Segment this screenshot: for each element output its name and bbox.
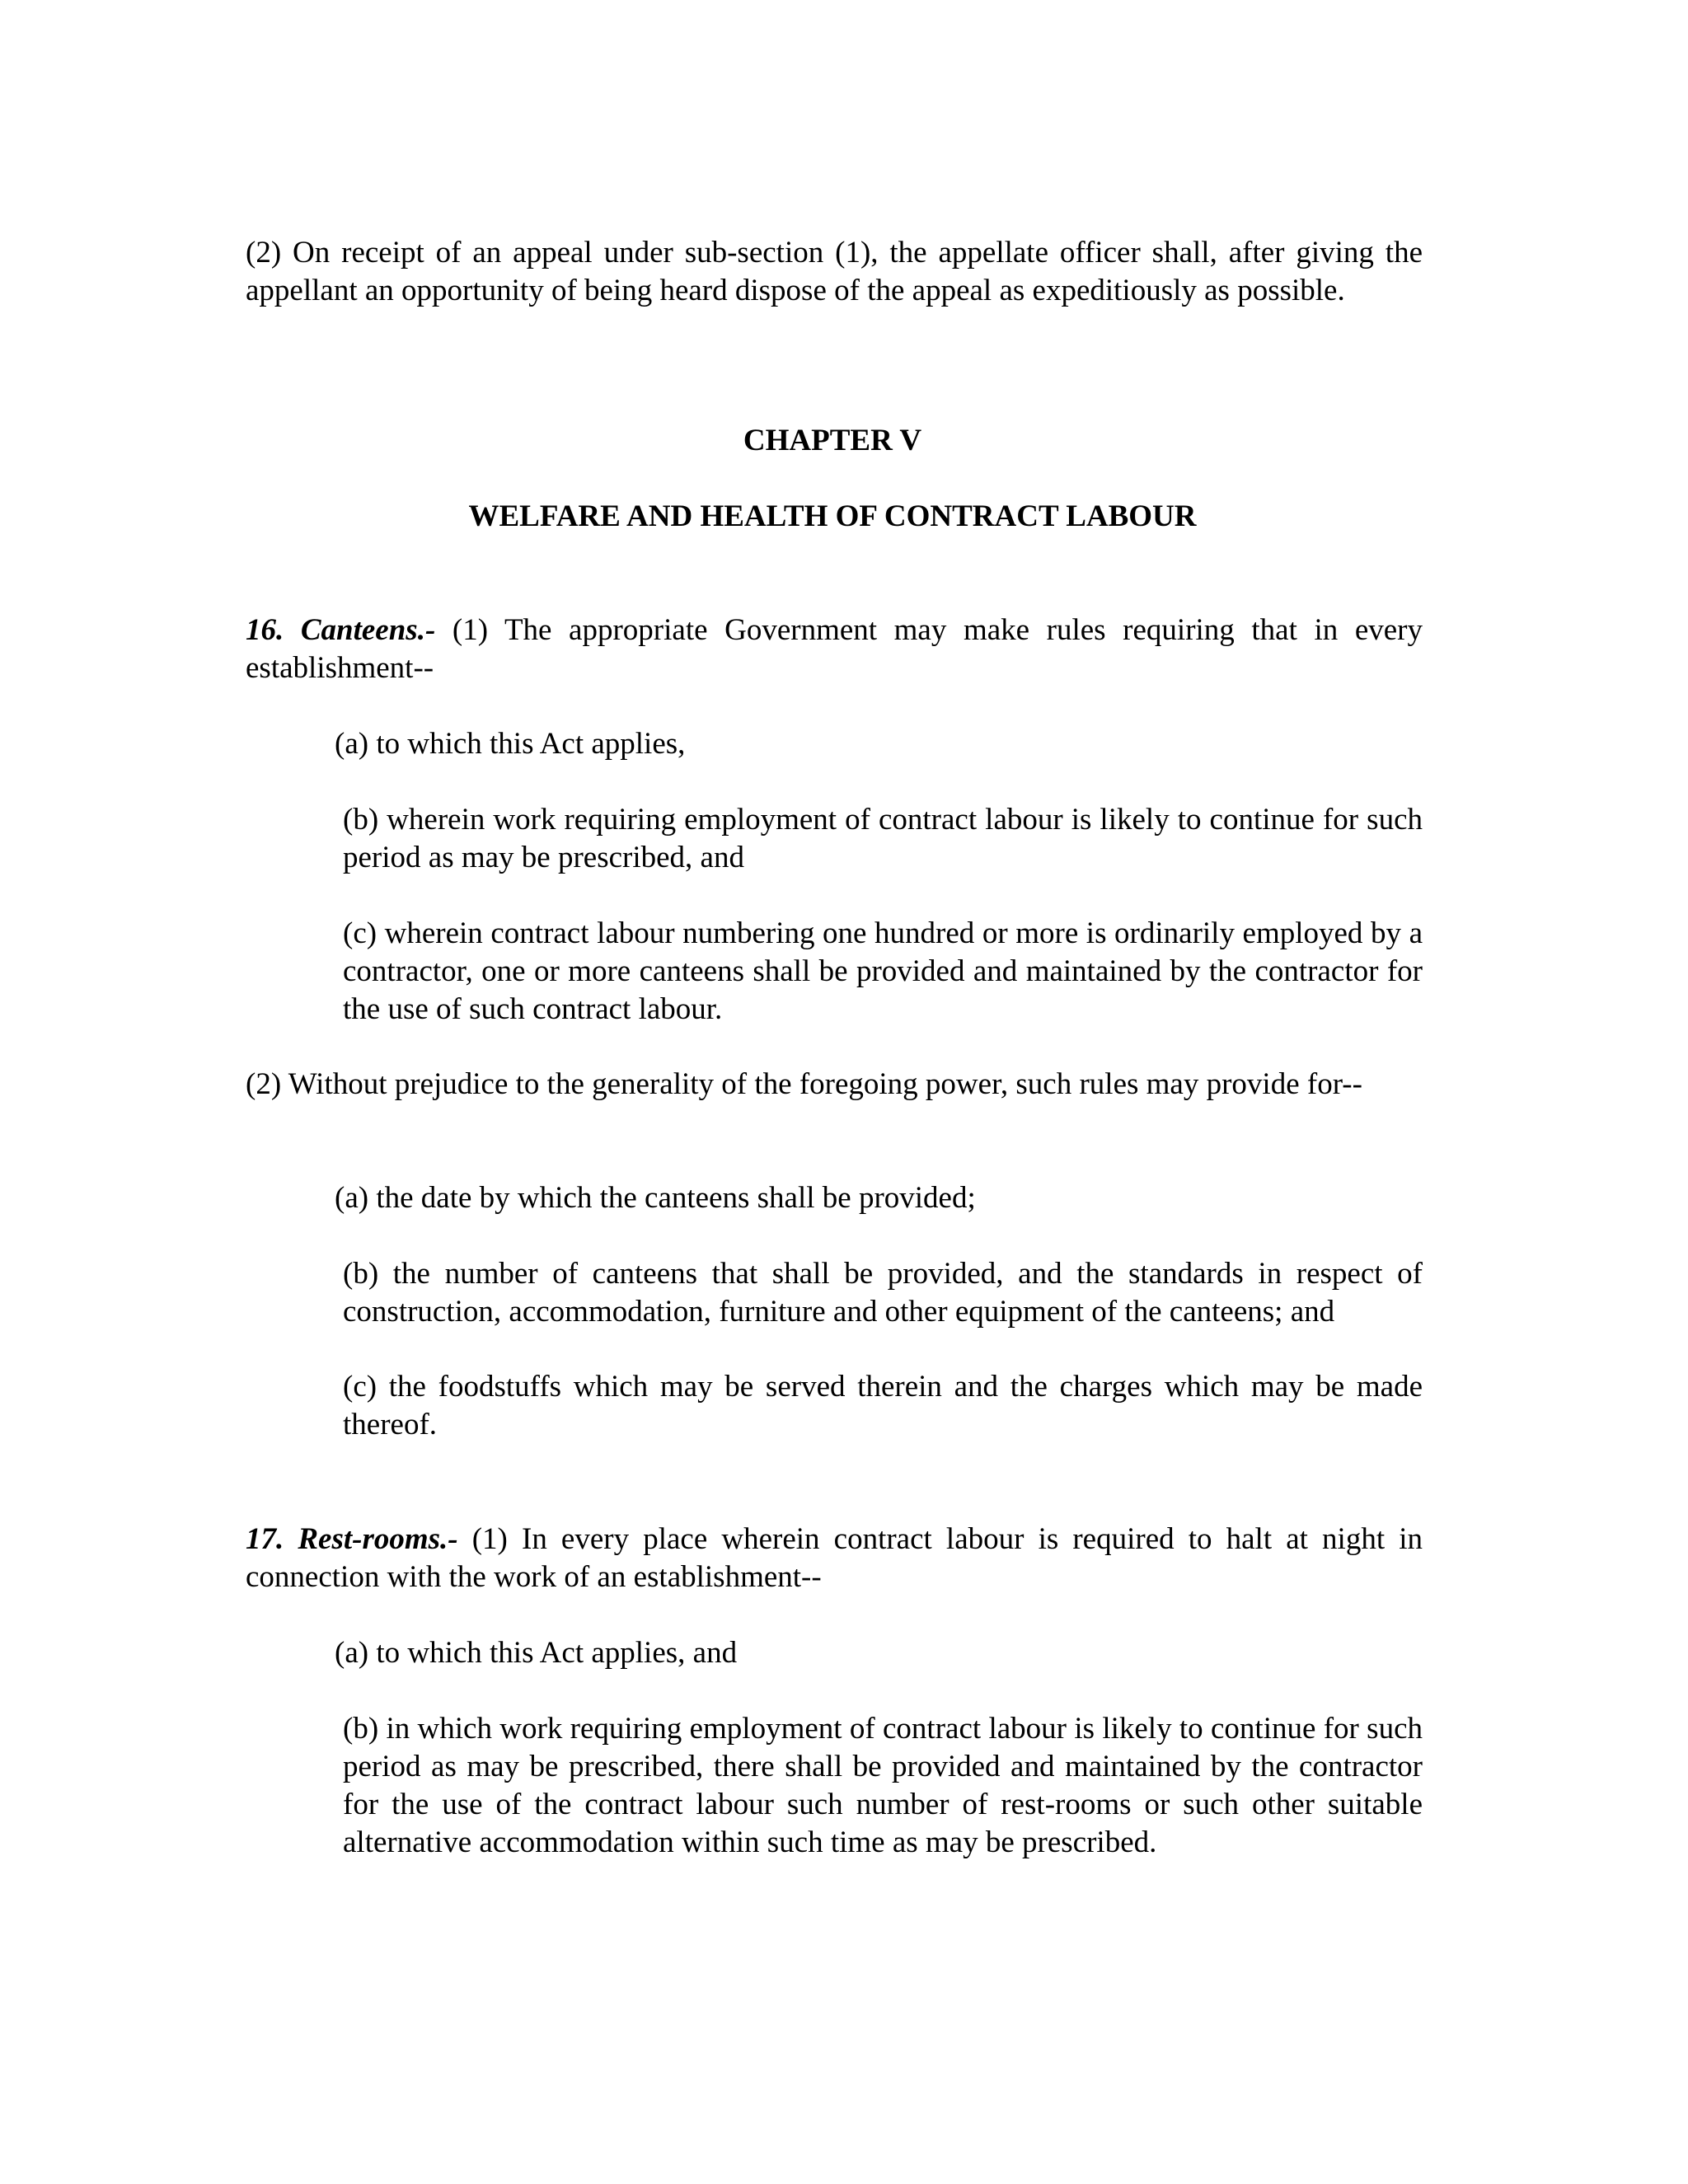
- section-16-p2-clause-b: (b) the number of canteens that shall be provided, and the standards in respect of construction, accommodation, furniture and other equipment of the canteens; and: [343, 1257, 1423, 1329]
- section-16-paragraph-1: [246, 612, 1423, 687]
- section-16-p1-clause-c: (c) wherein contract labour numbering one hundred or more is ordinarily employed by a contractor, one or more canteens shall be provided and maintained by the contractor for the use of such contract labour.: [343, 916, 1423, 1026]
- section-16-p1-text: (1) The appropriate Government may make rules requiring that in every establishment--: [246, 613, 1423, 685]
- paragraph-appeal-disposal: (2) On receipt of an appeal under sub-section (1), the appellate officer shall, after giving the appellant an opportunity of being heard dispose of the appeal as expeditiously as possible.: [246, 236, 1423, 307]
- section-16-p1-clause-b: (b) wherein work requiring employment of contract labour is likely to continue for such period as may be prescribed, and: [343, 803, 1423, 874]
- section-16-p1-clause-a: (a) to which this Act applies,: [335, 727, 686, 761]
- chapter-title: CHAPTER V: [743, 424, 922, 457]
- section-16-p2-clause-a: (a) the date by which the canteens shall be provided;: [335, 1181, 976, 1215]
- chapter-subtitle: WELFARE AND HEALTH OF CONTRACT LABOUR: [468, 499, 1197, 533]
- section-17-paragraph-1: [246, 1521, 1423, 1596]
- section-17-p1-clause-b: (b) in which work requiring employment of contract labour is likely to continue for such period as may be prescribed, there shall be provided and maintained by the contractor for the use of the contract labour such number of rest-rooms or such other suitable alternative accommodation within such time as may be prescribed.: [343, 1712, 1423, 1859]
- section-17-p1-text: (1) In every place wherein contract labour is required to halt at night in connection with the work of an establishment--: [246, 1522, 1423, 1594]
- section-16-paragraph-2: (2) Without prejudice to the generality of the foregoing power, such rules may provide for--: [246, 1067, 1362, 1101]
- section-17-title: 17. Rest-rooms.-: [246, 1522, 458, 1556]
- section-17-p1-clause-a: (a) to which this Act applies, and: [335, 1636, 738, 1670]
- section-16-title: 16. Canteens.-: [246, 613, 436, 647]
- section-16-p2-clause-c: (c) the foodstuffs which may be served therein and the charges which may be made thereof.: [343, 1370, 1423, 1441]
